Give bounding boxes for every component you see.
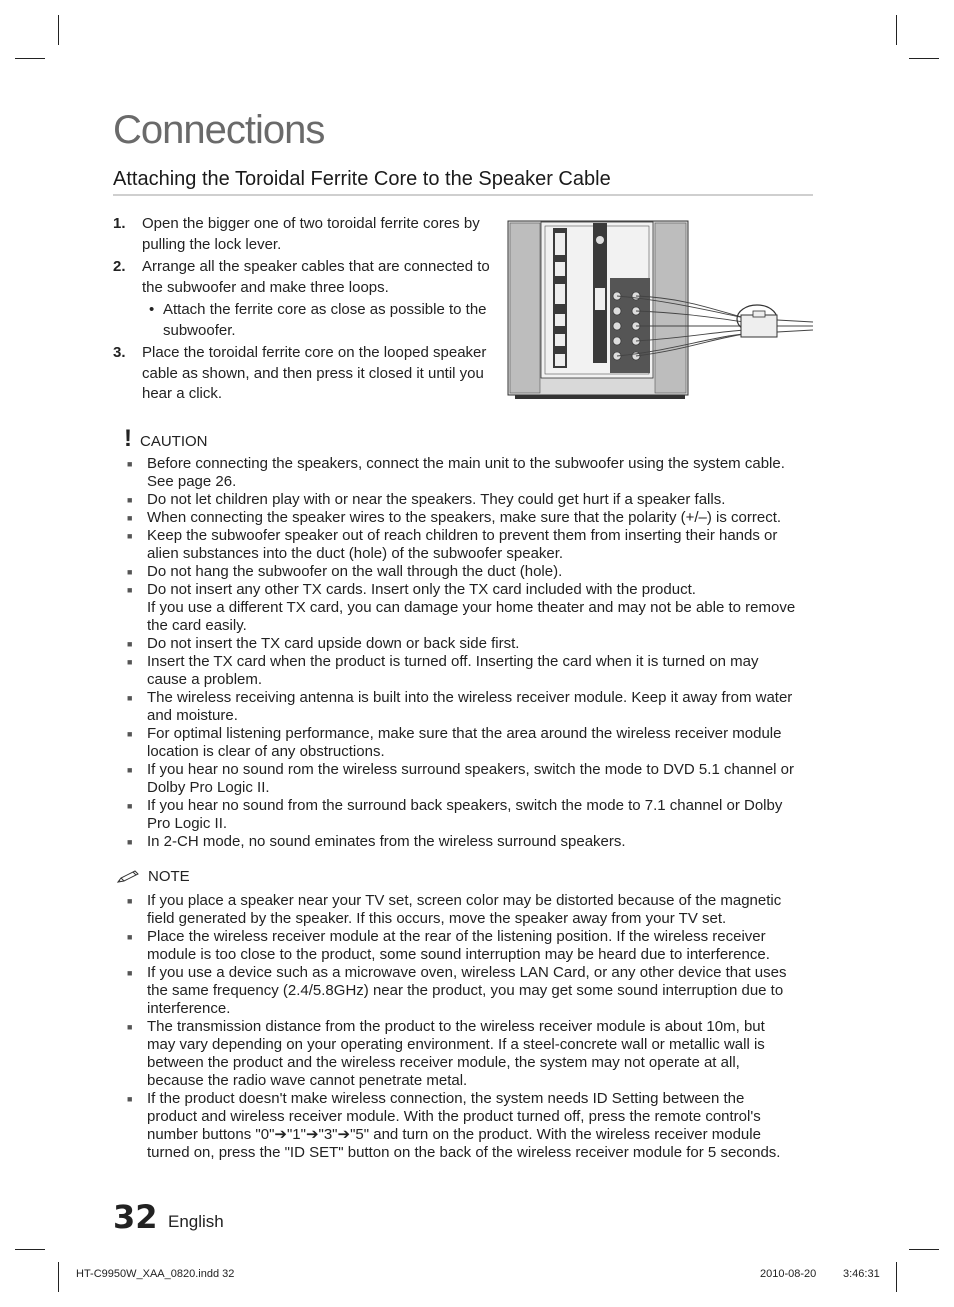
step-text: Attach the ferrite core as close as possible to the subwoofer. (163, 301, 487, 339)
page-number: 32 (113, 1198, 158, 1236)
list-item: ■ For optimal listening performance, make sure that the area around the wireless receiver module location is clear of any obstructions. (124, 725, 814, 761)
square-bullet-icon: ■ (127, 513, 133, 523)
step-text: Open the bigger one of two toroidal ferrite cores by pulling the lock lever. (142, 215, 480, 253)
list-item: ■ Place the wireless receiver module at the rear of the listening position. If the wireless receiver module is too close to the product, some sound interruption may be heard due to interference. (124, 928, 814, 964)
square-bullet-icon: ■ (127, 495, 133, 505)
crop-mark (896, 1262, 897, 1292)
caution-list (124, 455, 814, 851)
exclamation-icon: ! (124, 425, 132, 452)
crop-mark (909, 1249, 939, 1250)
step-subitem (113, 300, 503, 341)
caution-heading (124, 425, 208, 452)
list-item: ■ Keep the subwoofer speaker out of reach children to prevent them from inserting their hands or alien substances into the duct (hole) of the subwoofer speaker. (124, 527, 814, 563)
square-bullet-icon: ■ (127, 531, 133, 541)
list-item: ■ Do not let children play with or near the speakers. They could get hurt if a speaker falls. (124, 491, 814, 509)
step-item (113, 343, 503, 405)
square-bullet-icon: ■ (127, 932, 133, 942)
caution-label: CAUTION (140, 433, 208, 450)
pencil-icon (116, 869, 140, 885)
steps-list (113, 214, 503, 407)
subwoofer-rear-panel-ferrite-core-illustration (505, 218, 817, 400)
list-item: ■ The transmission distance from the product to the wireless receiver module is about 10m, but may vary depending on your operating environment. If a steel-concrete wall or metallic wall is between the product and the wireless receiver module, the system may not operate at all, because the radio wave cannot penetrate metal. (124, 1018, 814, 1090)
list-item: ■ Do not hang the subwoofer on the wall through the duct (hole). (124, 563, 814, 581)
list-item: ■ If the product doesn't make wireless connection, the system needs ID Setting between the product and wireless receiver module. With the product turned off, press the remote control's number buttons "0"➔"1"➔"3"➔"5" and turn on the product. With the wireless receiver module turned on, press the "ID SET" button on the back of the wireless receiver module for 5 seconds. (124, 1090, 814, 1162)
section-title: Connections (113, 108, 325, 152)
note-heading (116, 868, 190, 885)
footer-time: 3:46:31 (843, 1268, 880, 1280)
list-item: ■ In 2-CH mode, no sound eminates from the wireless surround speakers. (124, 833, 814, 851)
list-item: ■ If you use a device such as a microwave oven, wireless LAN Card, or any other device that uses the same frequency (2.4/5.8GHz) near the product, you may get some sound interruption due to interference. (124, 964, 814, 1018)
square-bullet-icon: ■ (127, 459, 133, 469)
square-bullet-icon: ■ (127, 567, 133, 577)
step-text: Arrange all the speaker cables that are connected to the subwoofer and make three loops. (142, 258, 490, 296)
list-item: ■ Insert the TX card when the product is turned off. Inserting the card when it is turned on may cause a problem. (124, 653, 814, 689)
crop-mark (896, 15, 897, 45)
square-bullet-icon: ■ (127, 1022, 133, 1032)
step-item (113, 214, 503, 255)
square-bullet-icon: ■ (127, 729, 133, 739)
footer-date: 2010-08-20 (760, 1268, 817, 1280)
crop-mark (909, 58, 939, 59)
square-bullet-icon: ■ (127, 585, 133, 595)
step-text: Place the toroidal ferrite core on the looped speaker cable as shown, and then press it closed it until you hear a click. (142, 344, 487, 402)
list-item: ■ The wireless receiving antenna is built into the wireless receiver module. Keep it away from water and moisture. (124, 689, 814, 725)
square-bullet-icon: ■ (127, 837, 133, 847)
square-bullet-icon: ■ (127, 639, 133, 649)
crop-mark (15, 58, 45, 59)
list-item: ■ Do not insert any other TX cards. Insert only the TX card included with the product. If you use a different TX card, you can damage your home theater and may not be able to remove the card easily. (124, 581, 814, 635)
square-bullet-icon: ■ (127, 896, 133, 906)
square-bullet-icon: ■ (127, 657, 133, 667)
bullet-dot: • (149, 301, 155, 318)
crop-mark (58, 15, 59, 45)
square-bullet-icon: ■ (127, 765, 133, 775)
square-bullet-icon: ■ (127, 1094, 133, 1104)
subtitle: Attaching the Toroidal Ferrite Core to the Speaker Cable (113, 168, 813, 196)
step-item (113, 257, 503, 298)
list-item: ■ If you place a speaker near your TV set, screen color may be distorted because of the magnetic field generated by the speaker. If this occurs, move the speaker away from your TV set. (124, 892, 814, 928)
crop-mark (15, 1249, 45, 1250)
square-bullet-icon: ■ (127, 693, 133, 703)
step-number: 1. (113, 215, 126, 232)
square-bullet-icon: ■ (127, 968, 133, 978)
list-item: ■ If you hear no sound from the surround back speakers, switch the mode to 7.1 channel or Dolby Pro Logic II. (124, 797, 814, 833)
square-bullet-icon: ■ (127, 801, 133, 811)
footer-file: HT-C9950W_XAA_0820.indd 32 (76, 1268, 235, 1280)
step-number: 3. (113, 344, 126, 361)
crop-mark (58, 1262, 59, 1292)
list-item: ■ When connecting the speaker wires to the speakers, make sure that the polarity (+/–) is correct. (124, 509, 814, 527)
note-label: NOTE (148, 868, 190, 885)
list-item: ■ If you hear no sound rom the wireless surround speakers, switch the mode to DVD 5.1 channel or Dolby Pro Logic II. (124, 761, 814, 797)
page-language: English (168, 1212, 224, 1231)
list-item: ■ Do not insert the TX card upside down or back side first. (124, 635, 814, 653)
list-item: ■ Before connecting the speakers, connect the main unit to the subwoofer using the system cable. See page 26. (124, 455, 814, 491)
note-list (124, 892, 814, 1162)
step-number: 2. (113, 258, 126, 275)
